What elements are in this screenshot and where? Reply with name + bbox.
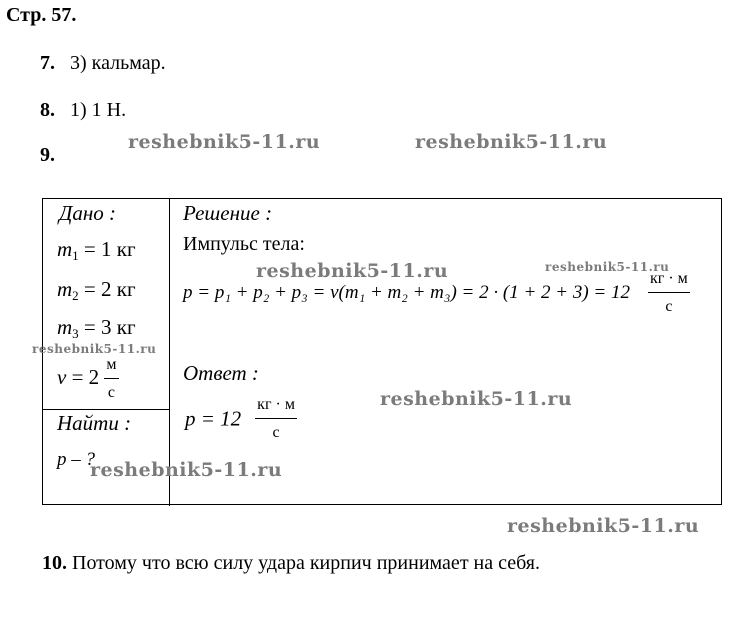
watermark: reshebnik5-11.ru — [415, 131, 608, 153]
answer-7 — [40, 52, 166, 75]
solution-formula: p = p₁ + p₂ + p₃ = v(m₁ + m₂ + m₃) = 2 · (1 + 2 + 3) = 12 — [183, 282, 631, 303]
answer-8-text: 1) 1 Н. — [70, 99, 127, 121]
given-m2: $m_2 = 2$ кг — [57, 277, 136, 303]
page-title: Стр. 57. — [6, 4, 77, 26]
answer-heading: Ответ : — [183, 361, 259, 385]
answer-unit-fraction: $\frac{кг \cdot м}{с}$ — [257, 396, 295, 441]
velocity-unit-fraction: $\frac{м}{с}$ — [106, 356, 117, 401]
answer-9-number: 9. — [40, 144, 55, 166]
answer-8 — [40, 99, 126, 122]
given-v: v = 2 $\frac{м}{с}$ — [57, 356, 117, 401]
given-m3: $m_3 = 3$ кг — [57, 315, 136, 341]
answer-8-number: 8. — [40, 99, 55, 121]
answer-formula-row — [185, 395, 297, 443]
find-expression: p – ? — [57, 449, 95, 470]
answer-10 — [42, 552, 540, 575]
solution-heading: Решение : — [183, 201, 273, 225]
watermark: reshebnik5-11.ru — [545, 260, 670, 274]
answer-10-number: 10. — [42, 552, 67, 574]
impulse-unit-fraction: $\frac{кг \cdot м}{с}$ — [650, 270, 688, 315]
watermark: reshebnik5-11.ru — [256, 260, 449, 282]
watermark: reshebnik5-11.ru — [90, 459, 283, 481]
answer-7-text: 3) кальмар. — [70, 52, 166, 74]
find-heading: Найти : — [57, 411, 132, 435]
answer-10-text: Потому что всю силу удара кирпич принимает на себя. — [72, 552, 541, 574]
watermark: reshebnik5-11.ru — [128, 131, 321, 153]
answer-7-number: 7. — [40, 52, 55, 74]
watermark: reshebnik5-11.ru — [32, 342, 157, 356]
given-heading: Дано : — [59, 201, 117, 225]
solution-intro: Импульс тела: — [183, 233, 305, 255]
watermark: reshebnik5-11.ru — [507, 515, 700, 537]
row-divider — [43, 409, 169, 410]
watermark: reshebnik5-11.ru — [380, 388, 573, 410]
answer-expression: p = 12 — [185, 406, 242, 431]
given-m1: $m_1 = 1$ кг — [57, 237, 136, 263]
